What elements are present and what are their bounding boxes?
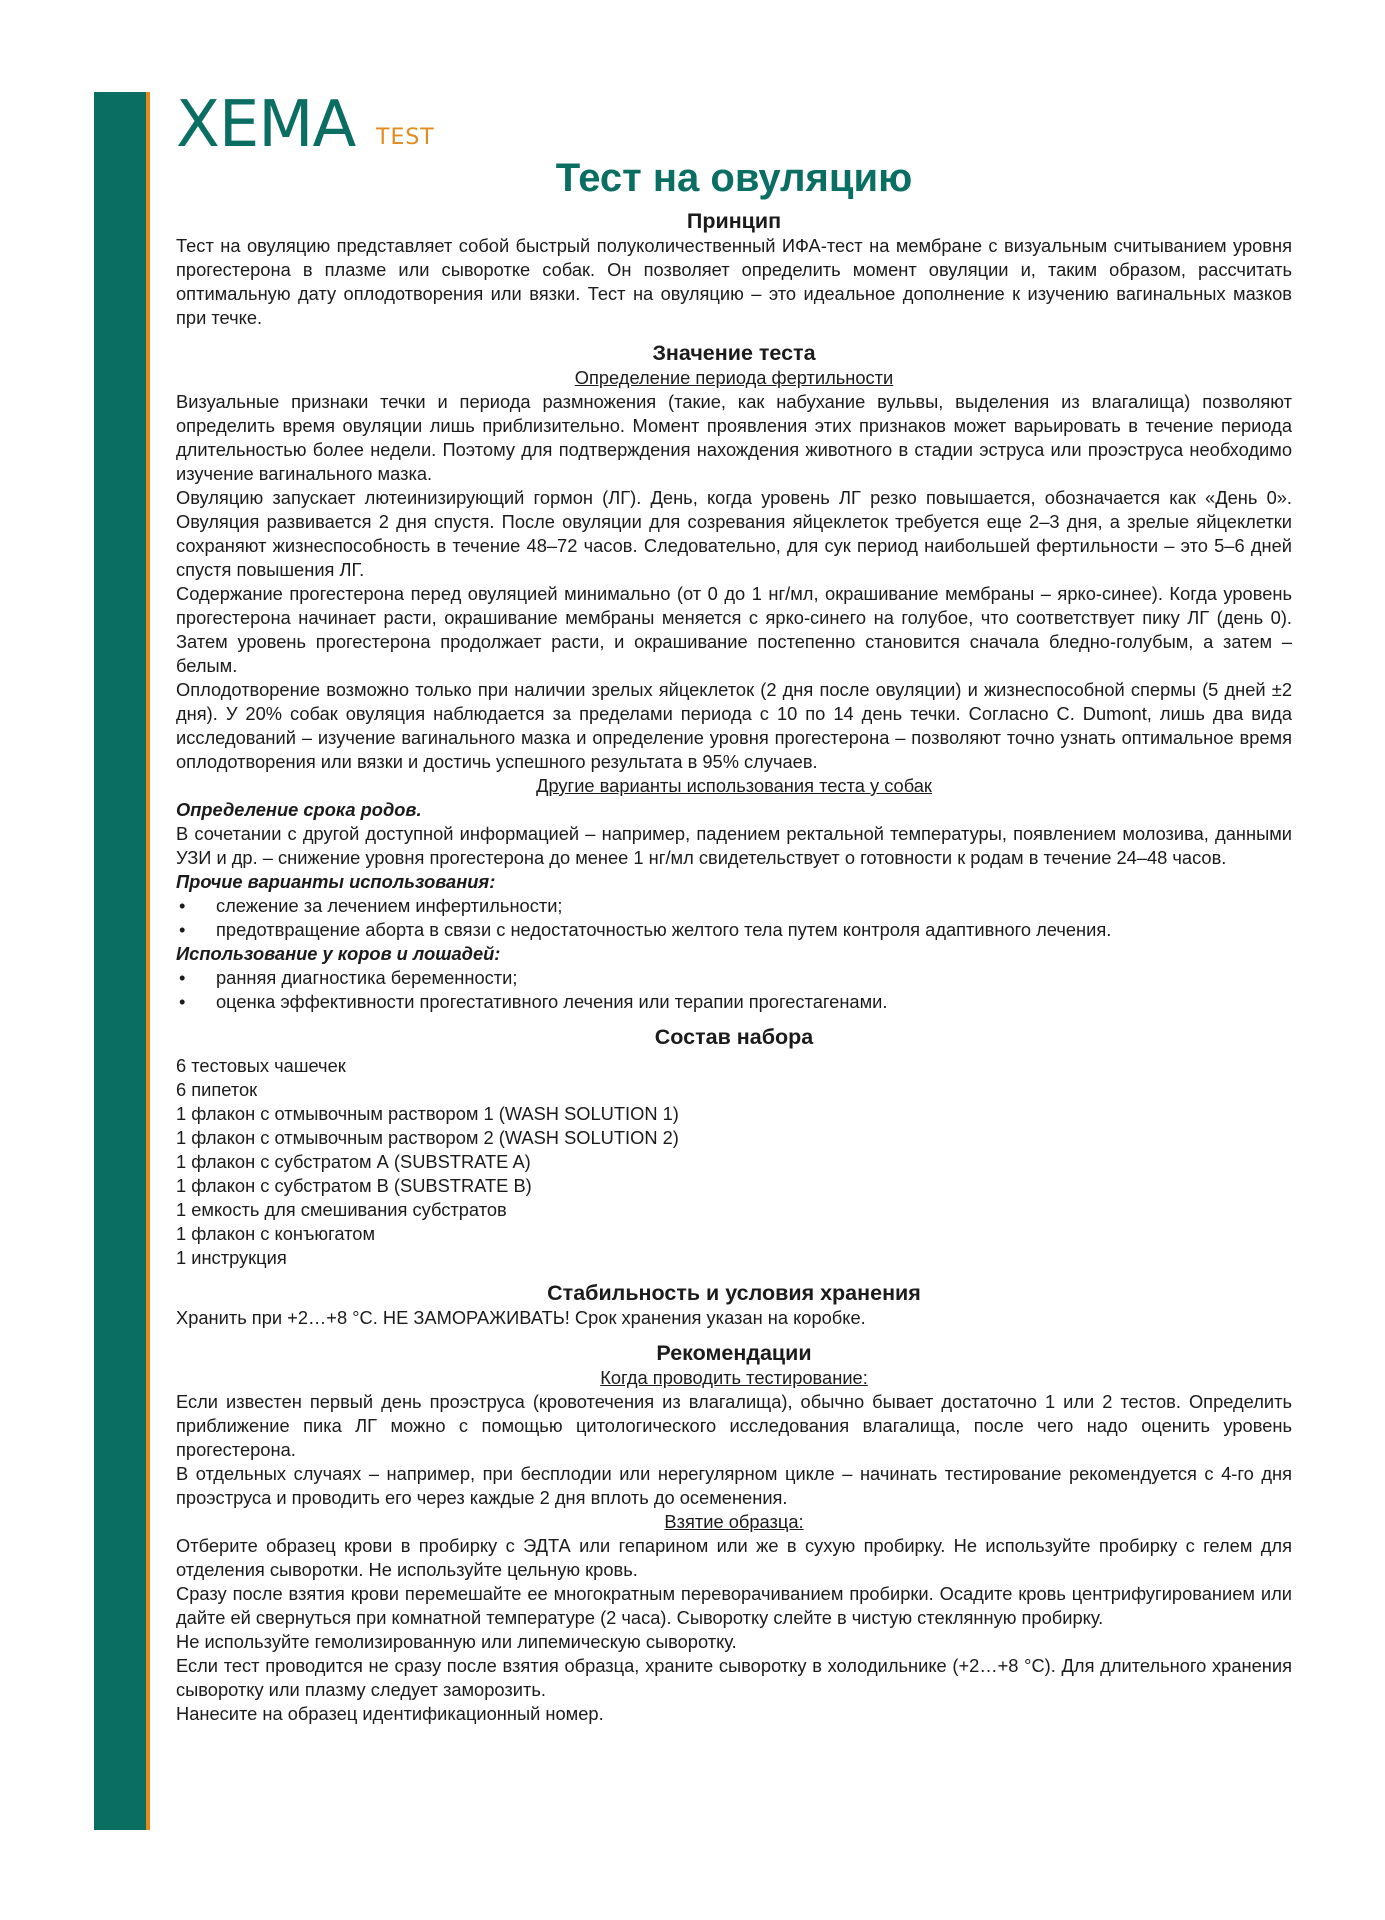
cattle-uses-list [176,966,1292,1014]
when-to-test-subheading: Когда проводить тестирование: [600,1367,868,1388]
brand-logo-suffix: TEST [376,125,435,150]
value-paragraph: Содержание прогестерона перед овуляцией минимально (от 0 до 1 нг/мл, окрашивание мембраны – ярко-синее). Когда уровень прогестерона начинает расти, окрашивание мембраны меняется с ярко-синего на голубое, что соответствует пику ЛГ (день 0). Затем уровень прогестерона продолжает расти, и окрашивание постепенно становится сначала бледно-голубым, а затем – белым. [176,583,1292,676]
kit-item: 6 пипеток [176,1079,258,1100]
kit-item: 1 емкость для смешивания субстратов [176,1199,507,1220]
sampling-paragraph: Если тест проводится не сразу после взятия образца, храните сыворотку в холодильнике (+2…+8 °С). Для длительного хранения сыворотку или плазму следует заморозить. [176,1655,1292,1700]
list-item: • ранняя диагностика беременности; [176,966,1292,990]
kit-item: 1 флакон с конъюгатом [176,1223,376,1244]
value-paragraph: Овуляцию запускает лютеинизирующий гормон (ЛГ). День, когда уровень ЛГ резко повышается, обозначается как «День 0». Овуляция развивается 2 дня спустя. После овуляции для созревания яйцеклеток требуется еще 2–3 дня, а зрелые яйцеклетки сохраняют жизнеспособность в течение 48–72 часов. Следовательно, для сук период наибольшей фертильности – это 5–6 дней спустя повышения ЛГ. [176,487,1292,580]
sampling-paragraph: Сразу после взятия крови перемешайте ее многократным переворачиванием пробирки. Осадите кровь центрифугированием или дайте ей свернуться при комнатной температуре (2 часа). Сыворотку слейте в чистую стеклянную пробирку. [176,1583,1292,1628]
sampling-paragraph: Нанесите на образец идентификационный номер. [176,1703,604,1724]
side-color-band [94,92,146,1830]
value-heading: Значение теста [652,341,816,365]
other-uses-subheading: Другие варианты использования теста у собак [536,775,932,796]
recommendation-paragraph: В отдельных случаях – например, при бесплодии или нерегулярном цикле – начинать тестирование рекомендуется с 4-го дня проэструса и проводить его через каждые 2 дня вплоть до осеменения. [176,1463,1292,1508]
value-paragraph: Оплодотворение возможно только при наличии зрелых яйцеклеток (2 дня после овуляции) и жизнеспособной спермы (5 дней ±2 дня). У 20% собак овуляция наблюдается за пределами периода с 10 по 14 день течки. Согласно С. Dumont, лишь два вида исследований – изучение вагинального мазка и определение уровня прогестерона – позволяют точно узнать оптимальное время оплодотворения или вязки и достичь успешного результата в 95% случаев. [176,679,1292,772]
kit-item: 1 флакон с отмывочным раствором 1 (WASH SOLUTION 1) [176,1103,679,1124]
kit-item: 6 тестовых чашечек [176,1055,346,1076]
sampling-paragraph: Не используйте гемолизированную или липемическую сыворотку. [176,1631,737,1652]
birth-term-heading: Определение срока родов. [176,799,422,820]
storage-heading: Стабильность и условия хранения [547,1281,921,1305]
kit-item: 1 инструкция [176,1247,287,1268]
page-title: Тест на овуляцию [555,156,913,200]
brand-logo-main: XEMA [176,88,356,162]
principle-text: Тест на овуляцию представляет собой быстрый полуколичественный ИФА-тест на мембране с визуальным считыванием уровня прогестерона в плазме или сыворотке собак. Он позволяет определить момент овуляции и, таким образом, рассчитать оптимальную дату оплодотворения или вязки. Тест на овуляцию – это идеальное дополнение к изучению вагинальных мазков при течке. [176,235,1292,328]
kit-item: 1 флакон с субстратом А (SUBSTRATE A) [176,1151,531,1172]
cattle-uses-heading: Использование у коров и лошадей: [176,943,501,964]
other-uses-heading: Прочие варианты использования: [176,871,496,892]
list-item: • предотвращение аборта в связи с недостаточностью желтого тела путем контроля адаптивного лечения. [176,918,1292,942]
kit-list [176,1054,1292,1270]
list-item: • оценка эффективности прогестативного лечения или терапии прогестагенами. [176,990,1292,1014]
kit-item: 1 флакон с отмывочным раствором 2 (WASH SOLUTION 2) [176,1127,679,1148]
storage-text: Хранить при +2…+8 °С. НЕ ЗАМОРАЖИВАТЬ! Срок хранения указан на коробке. [176,1307,866,1328]
principle-heading: Принцип [686,209,782,233]
value-paragraph: Визуальные признаки течки и периода размножения (такие, как набухание вульвы, выделения из влагалища) позволяют определить время овуляции лишь приблизительно. Момент проявления этих признаков может варьировать в течение периода длительностью более недели. Поэтому для подтверждения нахождения животного в стадии эструса или проэструса необходимо изучение вагинального мазка. [176,391,1292,484]
document-body [176,150,1292,1726]
kit-heading: Состав набора [654,1025,814,1049]
kit-item: 1 флакон с субстратом В (SUBSTRATE B) [176,1175,532,1196]
sampling-paragraph: Отберите образец крови в пробирку с ЭДТА или гепарином или же в сухую пробирку. Не используйте пробирку с гелем для отделения сыворотки. Не используйте цельную кровь. [176,1535,1292,1580]
sampling-subheading: Взятие образца: [664,1511,804,1532]
birth-term-text: В сочетании с другой доступной информацией – например, падением ректальной температуры, появлением молозива, данными УЗИ и др. – снижение уровня прогестерона до менее 1 нг/мл свидетельствует о готовности к родам в течение 24–48 часов. [176,823,1292,868]
fertility-subheading: Определение периода фертильности [574,367,894,388]
list-item: • слежение за лечением инфертильности; [176,894,1292,918]
recommendation-paragraph: Если известен первый день проэструса (кровотечения из влагалища), обычно бывает достаточно 1 или 2 тестов. Определить приближение пика ЛГ можно с помощью цитологического исследования влагалища, после чего надо оценить уровень прогестерона. [176,1391,1292,1460]
other-uses-list [176,894,1292,942]
recommendations-heading: Рекомендации [656,1341,812,1365]
